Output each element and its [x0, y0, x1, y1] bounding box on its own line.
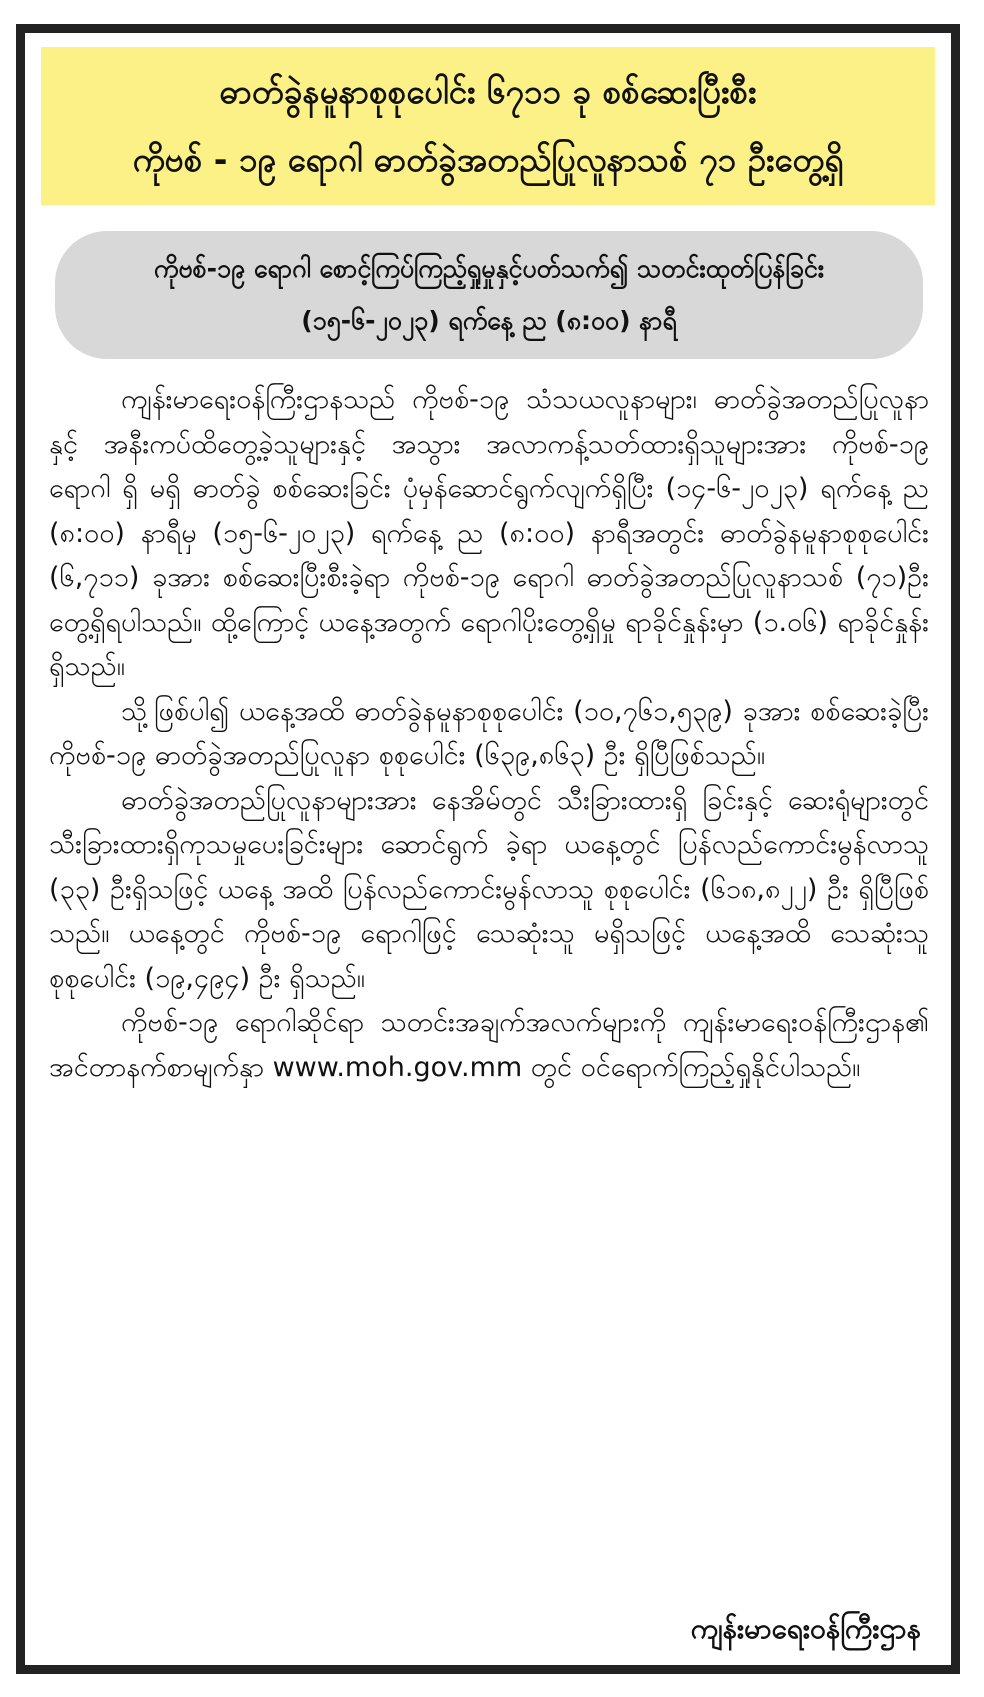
headline-line-2: ကိုဗစ် - ၁၉ ရောဂါ ဓာတ်ခွဲအတည်ပြုလူနာသစ် ၇၁ ဦးတွေ့ရှိ — [132, 140, 844, 179]
body-paragraph-1: ကျန်းမာရေးဝန်ကြီးဌာနသည် ကိုဗစ်-၁၉ သံသယလူနာများ၊ ဓာတ်ခွဲအတည်ပြုလူနာနှင့် အနီးကပ်ထိတွေ့ခဲ့သူများနှင့် အသွား အလာကန့်သတ်ထားရှိသူများအား ကိုဗစ်-၁၉ ရောဂါ ရှိ မရှိ ဓာတ်ခွဲ စစ်ဆေးခြင်း ပုံမှန်ဆောင်ရွက်လျက်ရှိပြီး (၁၄-၆-၂၀၂၃) ရက်နေ့ ည (၈:၀၀) နာရီမှ (၁၅-၆-၂၀၂၃) ရက်နေ့ ည (၈:၀၀) နာရီအတွင်း ဓာတ်ခွဲနမူနာစုစုပေါင်း (၆,၇၁၁) ခုအား စစ်ဆေးပြီးစီးခဲ့ရာ ကိုဗစ်-၁၉ ရောဂါ ဓာတ်ခွဲအတည်ပြုလူနာသစ် (၇၁)ဦး တွေ့ရှိရပါသည်။ ထို့ကြောင့် ယနေ့အတွက် ရောဂါပိုးတွေ့ရှိမှု ရာခိုင်နှုန်းမှာ (၁.၀၆) ရာခိုင်နှုန်း ရှိသည်။ — [49, 384, 929, 682]
subheading-line-1: ကိုဗစ်-၁၉ ရောဂါ စောင့်ကြပ်ကြည့်ရှုမှုနှင့်ပတ်သက်၍ သတင်းထုတ်ပြန်ခြင်း — [153, 254, 825, 283]
body-paragraph-2: သို့ဖြစ်ပါ၍ ယနေ့အထိ ဓာတ်ခွဲနမူနာစုစုပေါင်း (၁၀,၇၆၁,၅၃၉) ခုအား စစ်ဆေးခဲ့ပြီး ကိုဗစ်-၁၉ ဓာတ်ခွဲအတည်ပြုလူနာ စုစုပေါင်း (၆၃၉,၈၆၃) ဦး ရှိပြီဖြစ်သည်။ — [49, 695, 929, 771]
subheading-box — [55, 231, 923, 359]
body-paragraph-3: ဓာတ်ခွဲအတည်ပြုလူနာများအား နေအိမ်တွင် သီးခြားထားရှိ ခြင်းနှင့် ဆေးရုံများတွင် သီးခြားထားရှိကုသမှုပေးခြင်းများ ဆောင်ရွက် ခဲ့ရာ ယနေ့တွင် ပြန်လည်ကောင်းမွန်လာသူ (၃၃) ဦးရှိသဖြင့် ယနေ့ အထိ ပြန်လည်ကောင်းမွန်လာသူ စုစုပေါင်း (၆၁၈,၈၂၂) ဦး ရှိပြီဖြစ် သည်။ ယနေ့တွင် ကိုဗစ်-၁၉ ရောဂါဖြင့် သေဆုံးသူ မရှိသဖြင့် ယနေ့အထိ သေဆုံးသူစုစုပေါင်း (၁၉,၄၉၄) ဦး ရှိသည်။ — [49, 784, 929, 994]
headline-banner — [41, 47, 935, 205]
body-text — [49, 378, 929, 1090]
signature: ကျန်းမာရေးဝန်ကြီးဌာန — [690, 1612, 921, 1645]
body-paragraph-4: ကိုဗစ်-၁၉ ရောဂါဆိုင်ရာ သတင်းအချက်အလက်များကို ကျန်းမာရေးဝန်ကြီးဌာန၏ အင်တာနက်စာမျက်နှာ www.moh.gov.mm တွင် ဝင်ရောက်ကြည့်ရှုနိုင်ပါသည်။ — [49, 1007, 929, 1083]
subheading-line-2: (၁၅-၆-၂၀၂၃) ရက်နေ့ ည (၈:၀၀) နာရီ — [301, 306, 677, 335]
announcement-frame — [16, 24, 960, 1674]
headline-line-1: ဓာတ်ခွဲနမူနာစုစုပေါင်း ၆၇၁၁ ခု စစ်ဆေးပြီးစီး — [219, 72, 757, 111]
